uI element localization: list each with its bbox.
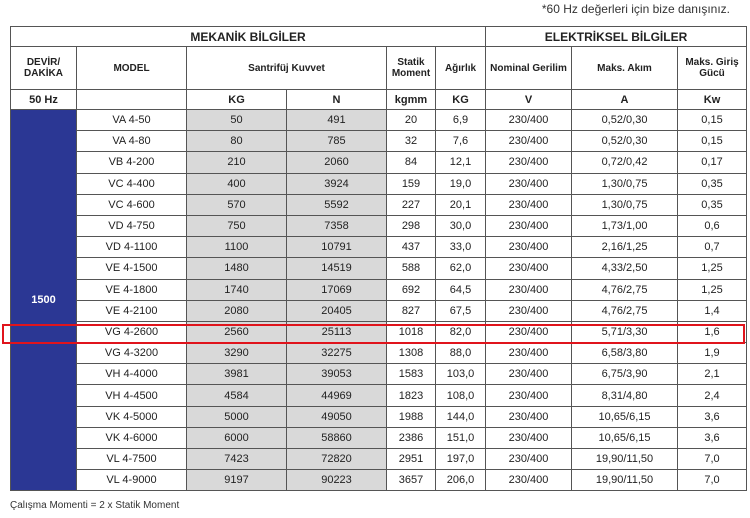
cell-kg: 1740 bbox=[187, 279, 287, 300]
cell-voltage: 230/400 bbox=[486, 110, 572, 131]
cell-n: 5592 bbox=[287, 194, 387, 215]
cell-kg: 50 bbox=[187, 110, 287, 131]
table-row bbox=[11, 152, 747, 173]
cell-current: 1,73/1,00 bbox=[572, 215, 678, 236]
unit-kgmm: kgmm bbox=[387, 90, 436, 110]
cell-power: 7,0 bbox=[678, 449, 747, 470]
cell-model: VB 4-200 bbox=[77, 152, 187, 173]
cell-power: 0,35 bbox=[678, 173, 747, 194]
cell-model: VC 4-400 bbox=[77, 173, 187, 194]
cell-moment: 1018 bbox=[387, 321, 436, 342]
table-row bbox=[11, 258, 747, 279]
cell-power: 1,25 bbox=[678, 279, 747, 300]
cell-moment: 2951 bbox=[387, 449, 436, 470]
header-centrifugal: Santrifüj Kuvvet bbox=[187, 47, 387, 90]
cell-current: 19,90/11,50 bbox=[572, 470, 678, 491]
header-current: Maks. Akım bbox=[572, 47, 678, 90]
cell-moment: 1583 bbox=[387, 364, 436, 385]
cell-moment: 1988 bbox=[387, 406, 436, 427]
cell-kg: 80 bbox=[187, 131, 287, 152]
cell-moment: 32 bbox=[387, 131, 436, 152]
cell-model: VK 4-5000 bbox=[77, 406, 187, 427]
cell-model: VA 4-80 bbox=[77, 131, 187, 152]
cell-voltage: 230/400 bbox=[486, 321, 572, 342]
cell-n: 25113 bbox=[287, 321, 387, 342]
table-row bbox=[11, 110, 747, 131]
cell-kg: 4584 bbox=[187, 385, 287, 406]
cell-current: 19,90/11,50 bbox=[572, 449, 678, 470]
cell-current: 5,71/3,30 bbox=[572, 321, 678, 342]
cell-power: 3,6 bbox=[678, 427, 747, 448]
cell-kg: 2080 bbox=[187, 300, 287, 321]
cell-weight: 82,0 bbox=[436, 321, 486, 342]
cell-power: 0,7 bbox=[678, 237, 747, 258]
unit-kg: KG bbox=[187, 90, 287, 110]
cell-moment: 588 bbox=[387, 258, 436, 279]
cell-weight: 151,0 bbox=[436, 427, 486, 448]
cell-kg: 210 bbox=[187, 152, 287, 173]
section-mechanical: MEKANİK BİLGİLER bbox=[11, 27, 486, 47]
cell-n: 7358 bbox=[287, 215, 387, 236]
cell-moment: 84 bbox=[387, 152, 436, 173]
cell-model: VD 4-750 bbox=[77, 215, 187, 236]
cell-moment: 1823 bbox=[387, 385, 436, 406]
table-row bbox=[11, 364, 747, 385]
cell-kg: 6000 bbox=[187, 427, 287, 448]
cell-power: 1,6 bbox=[678, 321, 747, 342]
cell-model: VL 4-7500 bbox=[77, 449, 187, 470]
cell-weight: 7,6 bbox=[436, 131, 486, 152]
cell-n: 39053 bbox=[287, 364, 387, 385]
table-row bbox=[11, 427, 747, 448]
cell-kg: 9197 bbox=[187, 470, 287, 491]
bottom-note: Çalışma Momenti = 2 x Statik Moment bbox=[10, 500, 180, 511]
cell-moment: 3657 bbox=[387, 470, 436, 491]
cell-voltage: 230/400 bbox=[486, 385, 572, 406]
cell-power: 2,1 bbox=[678, 364, 747, 385]
cell-n: 14519 bbox=[287, 258, 387, 279]
unit-kw: Kw bbox=[678, 90, 747, 110]
cell-n: 32275 bbox=[287, 343, 387, 364]
cell-current: 4,33/2,50 bbox=[572, 258, 678, 279]
top-note: *60 Hz değerleri için bize danışınız. bbox=[541, 2, 730, 16]
cell-power: 0,35 bbox=[678, 194, 747, 215]
header-rpm: DEVİR/ DAKİKA bbox=[11, 47, 77, 90]
cell-n: 72820 bbox=[287, 449, 387, 470]
cell-moment: 159 bbox=[387, 173, 436, 194]
unit-model-empty bbox=[77, 90, 187, 110]
cell-current: 2,16/1,25 bbox=[572, 237, 678, 258]
cell-kg: 1480 bbox=[187, 258, 287, 279]
cell-n: 491 bbox=[287, 110, 387, 131]
cell-voltage: 230/400 bbox=[486, 406, 572, 427]
cell-kg: 400 bbox=[187, 173, 287, 194]
cell-model: VL 4-9000 bbox=[77, 470, 187, 491]
cell-moment: 437 bbox=[387, 237, 436, 258]
cell-voltage: 230/400 bbox=[486, 237, 572, 258]
cell-current: 0,52/0,30 bbox=[572, 110, 678, 131]
table-row bbox=[11, 406, 747, 427]
spec-table bbox=[10, 26, 747, 491]
cell-kg: 5000 bbox=[187, 406, 287, 427]
section-electrical: ELEKTRİKSEL BİLGİLER bbox=[486, 27, 747, 47]
cell-moment: 298 bbox=[387, 215, 436, 236]
cell-current: 8,31/4,80 bbox=[572, 385, 678, 406]
header-weight: Ağırlık bbox=[436, 47, 486, 90]
table-row bbox=[11, 215, 747, 236]
header-voltage: Nominal Gerilim bbox=[486, 47, 572, 90]
cell-kg: 750 bbox=[187, 215, 287, 236]
table-row bbox=[11, 300, 747, 321]
cell-weight: 64,5 bbox=[436, 279, 486, 300]
table-row bbox=[11, 343, 747, 364]
cell-kg: 1100 bbox=[187, 237, 287, 258]
cell-voltage: 230/400 bbox=[486, 300, 572, 321]
cell-moment: 1308 bbox=[387, 343, 436, 364]
cell-weight: 30,0 bbox=[436, 215, 486, 236]
cell-current: 6,75/3,90 bbox=[572, 364, 678, 385]
cell-n: 90223 bbox=[287, 470, 387, 491]
rpm-cell: 1500 bbox=[11, 110, 77, 491]
cell-model: VK 4-6000 bbox=[77, 427, 187, 448]
cell-moment: 2386 bbox=[387, 427, 436, 448]
cell-voltage: 230/400 bbox=[486, 152, 572, 173]
cell-power: 2,4 bbox=[678, 385, 747, 406]
cell-voltage: 230/400 bbox=[486, 343, 572, 364]
cell-power: 1,25 bbox=[678, 258, 747, 279]
cell-current: 6,58/3,80 bbox=[572, 343, 678, 364]
cell-power: 0,17 bbox=[678, 152, 747, 173]
cell-current: 0,72/0,42 bbox=[572, 152, 678, 173]
unit-weight: KG bbox=[436, 90, 486, 110]
cell-kg: 3290 bbox=[187, 343, 287, 364]
cell-weight: 62,0 bbox=[436, 258, 486, 279]
cell-current: 10,65/6,15 bbox=[572, 427, 678, 448]
cell-power: 3,6 bbox=[678, 406, 747, 427]
cell-weight: 33,0 bbox=[436, 237, 486, 258]
cell-voltage: 230/400 bbox=[486, 258, 572, 279]
cell-current: 1,30/0,75 bbox=[572, 194, 678, 215]
cell-current: 0,52/0,30 bbox=[572, 131, 678, 152]
cell-kg: 7423 bbox=[187, 449, 287, 470]
cell-kg: 2560 bbox=[187, 321, 287, 342]
cell-n: 20405 bbox=[287, 300, 387, 321]
cell-power: 1,9 bbox=[678, 343, 747, 364]
cell-model: VE 4-1800 bbox=[77, 279, 187, 300]
table-row bbox=[11, 237, 747, 258]
cell-power: 7,0 bbox=[678, 470, 747, 491]
cell-n: 10791 bbox=[287, 237, 387, 258]
cell-moment: 827 bbox=[387, 300, 436, 321]
cell-moment: 227 bbox=[387, 194, 436, 215]
table-row bbox=[11, 173, 747, 194]
cell-weight: 144,0 bbox=[436, 406, 486, 427]
header-model: MODEL bbox=[77, 47, 187, 90]
cell-kg: 3981 bbox=[187, 364, 287, 385]
cell-voltage: 230/400 bbox=[486, 194, 572, 215]
cell-current: 4,76/2,75 bbox=[572, 279, 678, 300]
cell-model: VA 4-50 bbox=[77, 110, 187, 131]
cell-model: VE 4-2100 bbox=[77, 300, 187, 321]
cell-n: 58860 bbox=[287, 427, 387, 448]
cell-current: 4,76/2,75 bbox=[572, 300, 678, 321]
cell-voltage: 230/400 bbox=[486, 427, 572, 448]
unit-v: V bbox=[486, 90, 572, 110]
cell-power: 0,6 bbox=[678, 215, 747, 236]
unit-freq: 50 Hz bbox=[11, 90, 77, 110]
cell-n: 49050 bbox=[287, 406, 387, 427]
cell-model: VG 4-3200 bbox=[77, 343, 187, 364]
cell-model: VE 4-1500 bbox=[77, 258, 187, 279]
cell-model: VC 4-600 bbox=[77, 194, 187, 215]
cell-voltage: 230/400 bbox=[486, 215, 572, 236]
cell-power: 0,15 bbox=[678, 110, 747, 131]
cell-weight: 108,0 bbox=[436, 385, 486, 406]
cell-moment: 20 bbox=[387, 110, 436, 131]
cell-voltage: 230/400 bbox=[486, 470, 572, 491]
cell-model: VG 4-2600 bbox=[77, 321, 187, 342]
cell-weight: 206,0 bbox=[436, 470, 486, 491]
cell-moment: 692 bbox=[387, 279, 436, 300]
table-row bbox=[11, 470, 747, 491]
cell-model: VH 4-4000 bbox=[77, 364, 187, 385]
cell-voltage: 230/400 bbox=[486, 449, 572, 470]
table-row bbox=[11, 449, 747, 470]
cell-voltage: 230/400 bbox=[486, 173, 572, 194]
cell-kg: 570 bbox=[187, 194, 287, 215]
table-row bbox=[11, 194, 747, 215]
cell-voltage: 230/400 bbox=[486, 131, 572, 152]
table-row bbox=[11, 279, 747, 300]
header-static-moment: Statik Moment bbox=[387, 47, 436, 90]
table-row bbox=[11, 131, 747, 152]
unit-n: N bbox=[287, 90, 387, 110]
cell-power: 1,4 bbox=[678, 300, 747, 321]
cell-current: 1,30/0,75 bbox=[572, 173, 678, 194]
cell-voltage: 230/400 bbox=[486, 364, 572, 385]
cell-weight: 88,0 bbox=[436, 343, 486, 364]
cell-weight: 197,0 bbox=[436, 449, 486, 470]
table-row bbox=[11, 385, 747, 406]
cell-weight: 20,1 bbox=[436, 194, 486, 215]
header-power: Maks. Giriş Gücü bbox=[678, 47, 747, 90]
table-row bbox=[11, 321, 747, 342]
cell-n: 785 bbox=[287, 131, 387, 152]
cell-weight: 67,5 bbox=[436, 300, 486, 321]
cell-weight: 103,0 bbox=[436, 364, 486, 385]
cell-model: VH 4-4500 bbox=[77, 385, 187, 406]
cell-n: 2060 bbox=[287, 152, 387, 173]
cell-n: 17069 bbox=[287, 279, 387, 300]
cell-weight: 6,9 bbox=[436, 110, 486, 131]
unit-a: A bbox=[572, 90, 678, 110]
cell-power: 0,15 bbox=[678, 131, 747, 152]
cell-n: 44969 bbox=[287, 385, 387, 406]
cell-voltage: 230/400 bbox=[486, 279, 572, 300]
cell-n: 3924 bbox=[287, 173, 387, 194]
cell-current: 10,65/6,15 bbox=[572, 406, 678, 427]
cell-model: VD 4-1100 bbox=[77, 237, 187, 258]
cell-weight: 19,0 bbox=[436, 173, 486, 194]
cell-weight: 12,1 bbox=[436, 152, 486, 173]
